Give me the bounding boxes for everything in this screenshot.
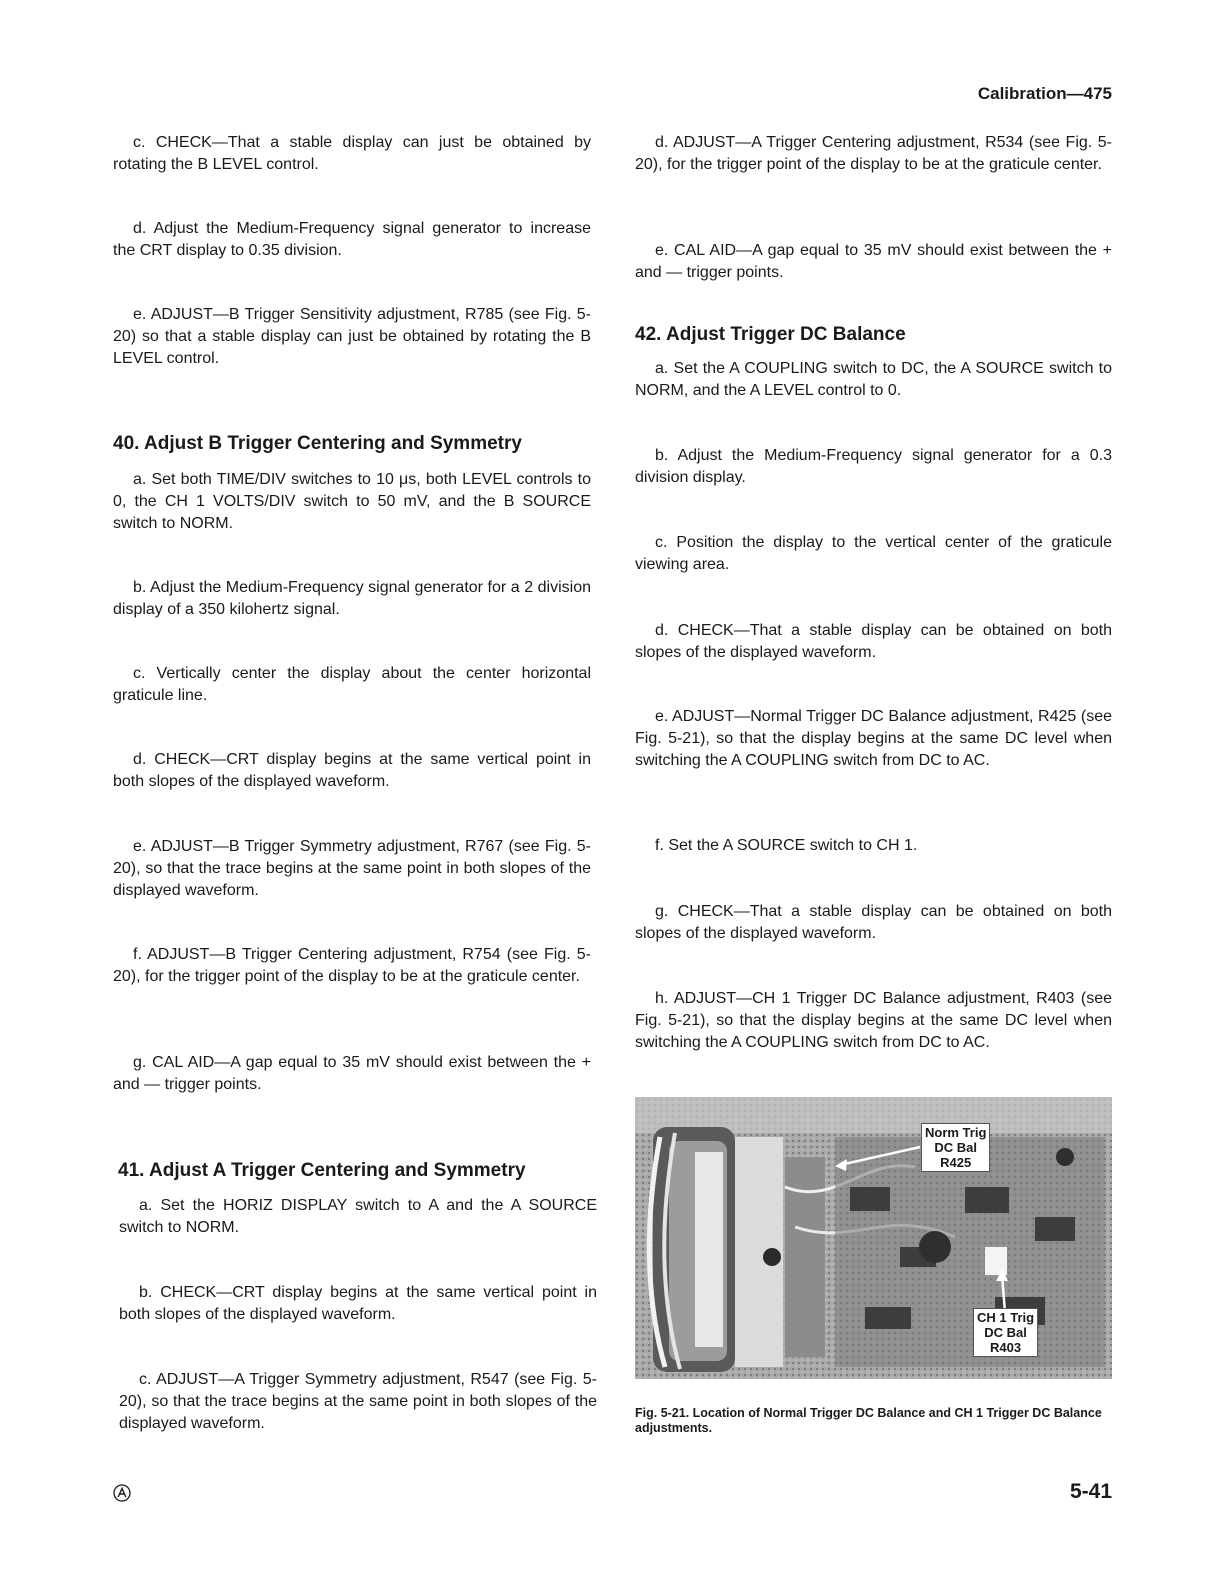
step-41e: e. CAL AID—A gap equal to 35 mV should exist between the + and — trigger points.: [635, 242, 1112, 281]
step-40b: b. Adjust the Medium-Frequency signal generator for a 2 division display of a 350 kilohertz signal.: [113, 579, 591, 618]
step-40e: e. ADJUST—B Trigger Symmetry adjustment, R767 (see Fig. 5-20), so that the trace begins at the same point in both slopes of the displayed waveform.: [113, 838, 591, 899]
step-40a: a. Set both TIME/DIV switches to 10 μs, both LEVEL controls to 0, the CH 1 VOLTS/DIV switch to 50 mV, and the B SOURCE switch to NORM.: [113, 471, 591, 532]
step-42c: c. Position the display to the vertical center of the graticule viewing area.: [635, 534, 1112, 573]
step-42b: b. Adjust the Medium-Frequency signal generator for a 0.3 division display.: [635, 447, 1112, 486]
step-40d: d. CHECK—CRT display begins at the same vertical point in both slopes of the displayed waveform.: [113, 751, 591, 790]
label-ch1-trig-r403: CH 1 Trig DC Bal R403: [973, 1308, 1038, 1357]
heading-40: 40. Adjust B Trigger Centering and Symmetry: [113, 433, 522, 454]
step-40f: f. ADJUST—B Trigger Centering adjustment, R754 (see Fig. 5-20), for the trigger point of the display to be at the graticule center.: [113, 946, 591, 985]
page-number: 5-41: [1069, 1480, 1112, 1503]
figure-caption: Fig. 5-21. Location of Normal Trigger DC Balance and CH 1 Trigger DC Balance adjustments.: [635, 1406, 1102, 1435]
heading-42: 42. Adjust Trigger DC Balance: [635, 324, 906, 345]
label-norm-trig-r425: Norm Trig DC Bal R425: [921, 1123, 990, 1172]
step-40g: g. CAL AID—A gap equal to 35 mV should exist between the + and — trigger points.: [113, 1054, 591, 1093]
step-41d: d. ADJUST—A Trigger Centering adjustment, R534 (see Fig. 5-20), for the trigger point of the display to be at the graticule center.: [635, 134, 1112, 173]
step-42h: h. ADJUST—CH 1 Trigger DC Balance adjustment, R403 (see Fig. 5-21), so that the display begins at the same DC level when switching the A COUPLING switch from DC to AC.: [635, 990, 1112, 1051]
step-41b: b. CHECK—CRT display begins at the same vertical point in both slopes of the displayed waveform.: [119, 1284, 597, 1323]
step-40c: c. Vertically center the display about the center horizontal graticule line.: [113, 665, 591, 704]
circled-a-logo-icon: [113, 1484, 131, 1502]
circuit-board-photo: [635, 1097, 1112, 1379]
step-41a: a. Set the HORIZ DISPLAY switch to A and the A SOURCE switch to NORM.: [119, 1197, 597, 1236]
step-42f: f. Set the A SOURCE switch to CH 1.: [655, 837, 918, 854]
step-42g: g. CHECK—That a stable display can be obtained on both slopes of the displayed waveform.: [635, 903, 1112, 942]
step-41c: c. ADJUST—A Trigger Symmetry adjustment, R547 (see Fig. 5-20), so that the trace begins at the same point in both slopes of the displayed waveform.: [119, 1371, 597, 1432]
heading-41: 41. Adjust A Trigger Centering and Symmetry: [118, 1160, 526, 1181]
step-42e: e. ADJUST—Normal Trigger DC Balance adjustment, R425 (see Fig. 5-21), so that the display begins at the same DC level when switching the A COUPLING switch from DC to AC.: [635, 708, 1112, 769]
running-head: Calibration—475: [977, 84, 1112, 103]
step-e-adjust-r785: e. ADJUST—B Trigger Sensitivity adjustment, R785 (see Fig. 5-20) so that a stable display can just be obtained by rotating the B LEVEL control.: [113, 306, 591, 367]
step-c-check-b-level: c. CHECK—That a stable display can just be obtained by rotating the B LEVEL control.: [113, 134, 591, 173]
step-d-adjust-generator: d. Adjust the Medium-Frequency signal generator to increase the CRT display to 0.35 division.: [113, 220, 591, 259]
board-illustration: [635, 1097, 1112, 1379]
step-42a: a. Set the A COUPLING switch to DC, the A SOURCE switch to NORM, and the A LEVEL control to 0.: [635, 360, 1112, 399]
step-42d: d. CHECK—That a stable display can be obtained on both slopes of the displayed waveform.: [635, 622, 1112, 661]
